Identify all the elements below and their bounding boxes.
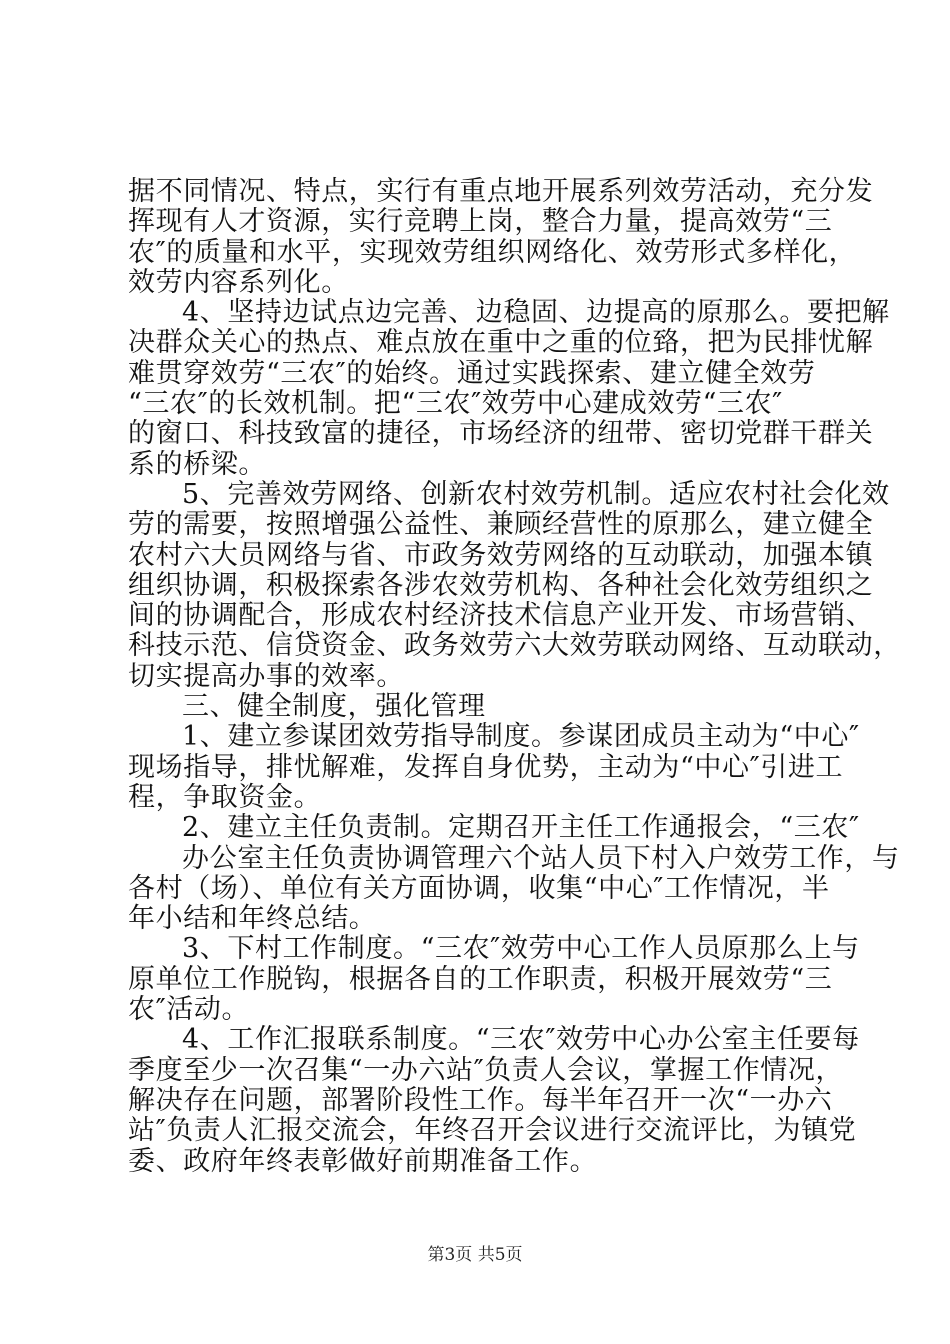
text-line: 现场指导，排忧解难，发挥自身优势，主动为“中心″引进工 [128, 751, 844, 783]
paragraph-start-line: 4、工作汇报联系制度。“三农″效劳中心办公室主任要每 [182, 1024, 860, 1056]
text-line: 难贯穿效劳“三农″的始终。通过实践探索、建立健全效劳 [128, 357, 816, 389]
text-line: 农″的质量和水平，实现效劳组织网络化、效劳形式多样化， [128, 236, 857, 268]
document-body [128, 176, 901, 1177]
page-number-footer: 第3页 共5页 [427, 1245, 523, 1265]
text-line: 解决存在问题，部署阶段性工作。每半年召开一次“一办六 [128, 1084, 833, 1116]
text-line: 年小结和年终总结。 [128, 903, 377, 935]
paragraph-start-line: 2、建立主任负责制。定期召开主任工作通报会，“三农″ [182, 812, 860, 844]
text-line: 站″负责人汇报交流会，年终召开会议进行交流评比，为镇党 [128, 1115, 857, 1147]
text-line: 农村六大员网络与省、市政务效劳网络的互动联动，加强本镇 [128, 539, 874, 571]
text-line: 季度至少一次召集“一办六站″负责人会议，掌握工作情况， [128, 1054, 844, 1086]
text-line: 办公室主任负责协调管理六个站人员下村入户效劳工作，与 [182, 842, 900, 874]
text-line: 各村（场）、单位有关方面协调，收集“中心″工作情况，半 [128, 872, 830, 904]
text-line: 组织协调，积极探索各涉农效劳机构、各种社会化效劳组织之 [128, 569, 874, 601]
paragraph-start-line: 3、下村工作制度。“三农″效劳中心工作人员原那么上与 [182, 933, 860, 965]
paragraph-start-line: 4、坚持边试点边完善、边稳固、边提高的原那么。要把解 [182, 297, 890, 329]
text-line: “三农″的长效机制。把“三农″效劳中心建成效劳“三农″ [128, 388, 783, 420]
text-line: 挥现有人才资源，实行竞聘上岗，整合力量，提高效劳“三 [128, 206, 833, 238]
paragraph-start-line: 5、完善效劳网络、创新农村效劳机制。适应农村社会化效 [182, 478, 890, 510]
section-heading: 三、健全制度，强化管理 [182, 691, 486, 723]
text-line: 效劳内容系列化。 [128, 266, 349, 298]
text-line: 委、政府年终表彰做好前期准备工作。 [128, 1145, 598, 1177]
text-line: 据不同情况、特点，实行有重点地开展系列效劳活动，充分发 [128, 176, 874, 207]
text-line: 的窗口、科技致富的捷径，市场经济的纽带、密切党群干群关 [128, 418, 874, 450]
text-line: 科技示范、信贷资金、政务效劳六大效劳联动网络、互动联动， [128, 630, 901, 662]
text-line: 切实提高办事的效率。 [128, 660, 404, 692]
text-line: 程，争取资金。 [128, 781, 322, 813]
paragraph-start-line: 1、建立参谋团效劳指导制度。参谋团成员主动为“中心″ [182, 721, 860, 753]
text-line: 决群众关心的热点、难点放在重中之重的位臵，把为民排忧解 [128, 327, 874, 359]
text-line: 系的桥梁。 [128, 448, 266, 480]
text-line: 原单位工作脱钩，根据各自的工作职责，积极开展效劳“三 [128, 963, 833, 995]
text-line: 劳的需要，按照增强公益性、兼顾经营性的原那么，建立健全 [128, 509, 874, 541]
text-line: 间的协调配合，形成农村经济技术信息产业开发、市场营销、 [128, 600, 874, 632]
text-line: 农″活动。 [128, 994, 250, 1026]
